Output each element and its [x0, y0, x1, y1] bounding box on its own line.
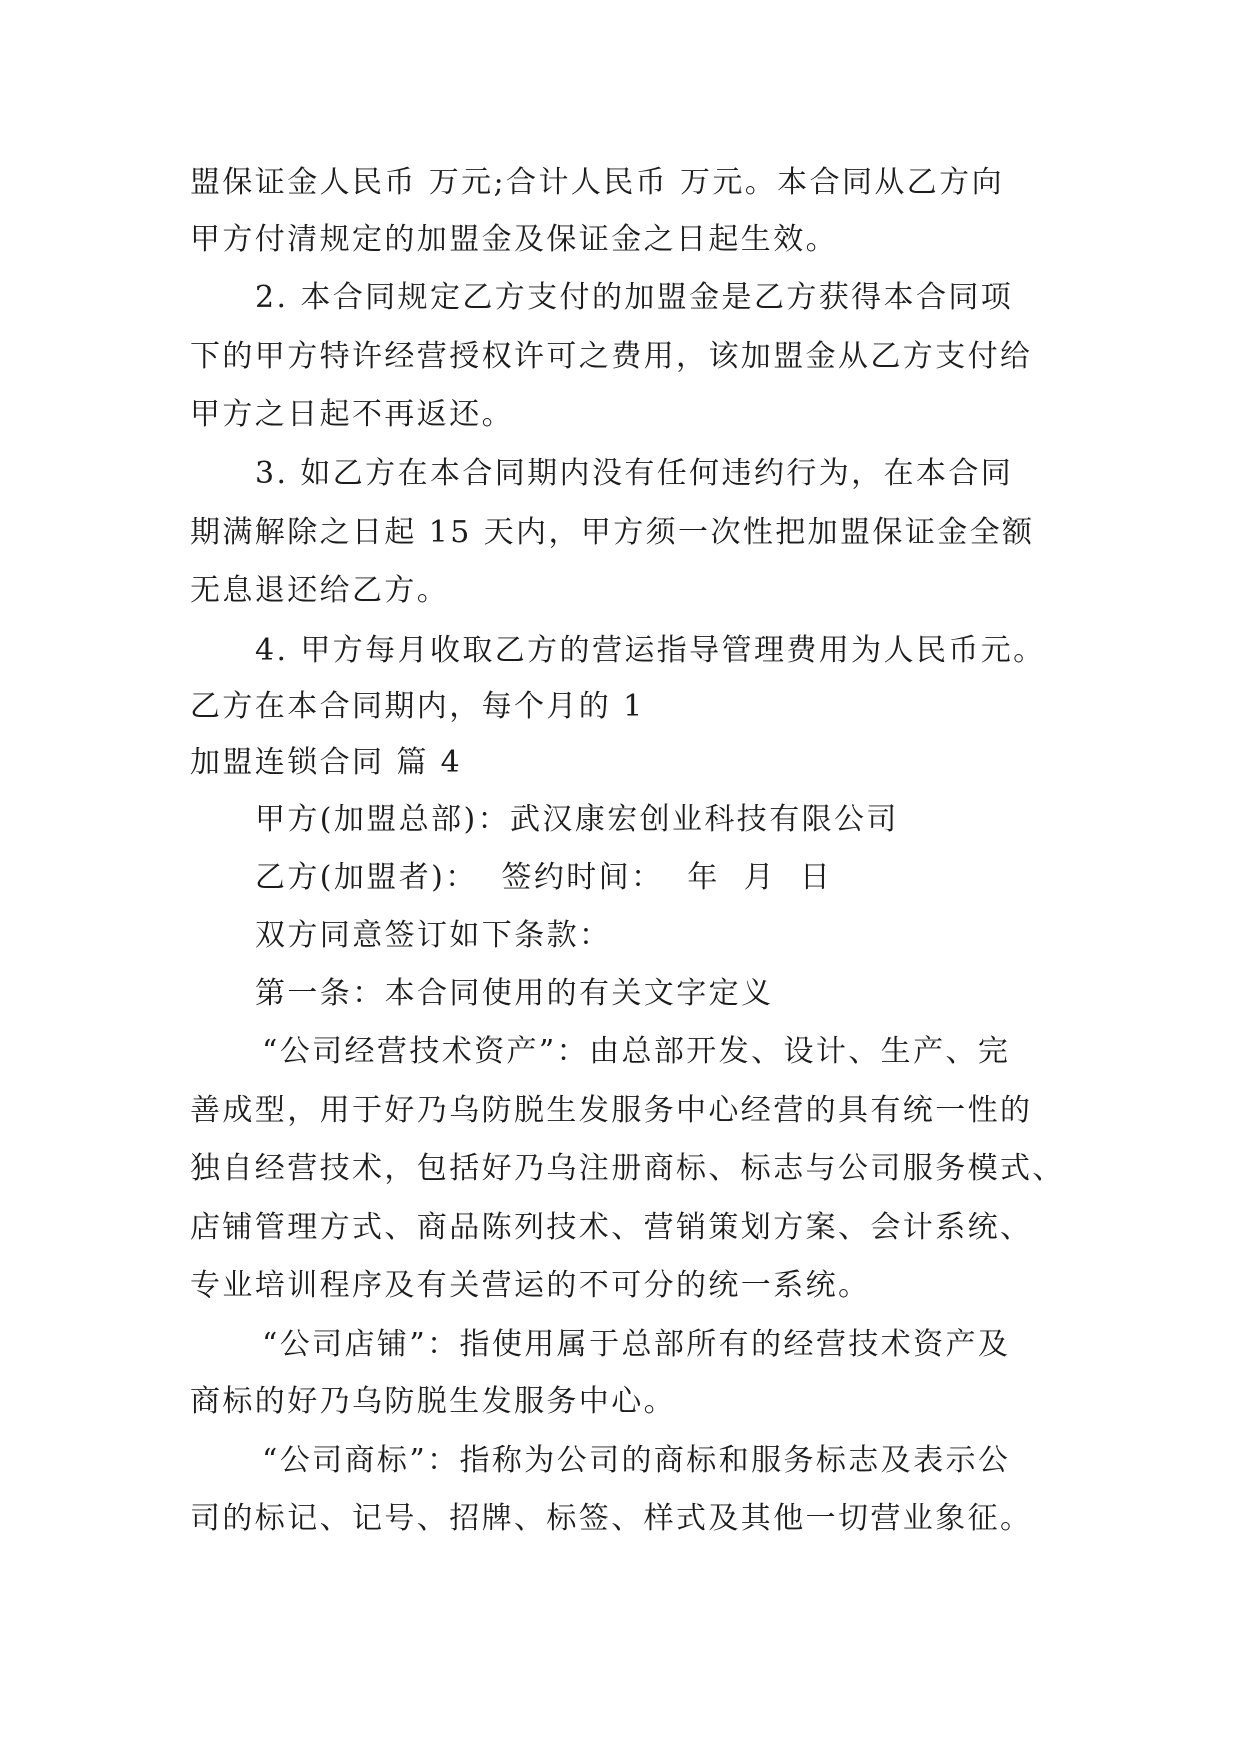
text-line: 司的标记、记号、招牌、标签、样式及其他一切营业象征。	[190, 1501, 1033, 1536]
text-line: 期满解除之日起 15 天内，甲方须一次性把加盟保证金全额	[190, 515, 1035, 550]
text-line: 下的甲方特许经营授权许可之费用，该加盟金从乙方支付给	[190, 339, 1033, 374]
text-line: 店铺管理方式、商品陈列技术、营销策划方案、会计系统、	[190, 1210, 1033, 1245]
text-line: 专业培训程序及有关营运的不可分的统一系统。	[190, 1268, 871, 1303]
text-line: “公司经营技术资产”：由总部开发、设计、生产、完	[262, 1034, 1011, 1069]
text-line: 3. 如乙方在本合同期内没有任何违约行为，在本合同	[255, 456, 1014, 491]
text-line: 独自经营技术，包括好乃乌注册商标、标志与公司服务模式、	[190, 1151, 1065, 1186]
text-line: “公司商标”：指称为公司的商标和服务标志及表示公	[262, 1443, 1011, 1478]
text-line: 双方同意签订如下条款：	[255, 918, 612, 953]
text-line: 4. 甲方每月收取乙方的营运指导管理费用为人民币元。	[255, 633, 1046, 668]
text-line: 无息退还给乙方。	[190, 573, 450, 608]
text-line: 甲方(加盟总部)：武汉康宏创业科技有限公司	[255, 802, 899, 837]
text-line: 商标的好乃乌防脱生发服务中心。	[190, 1384, 676, 1419]
text-line: 甲方付清规定的加盟金及保证金之日起生效。	[190, 222, 838, 257]
text-line: “公司店铺”：指使用属于总部所有的经营技术资产及	[262, 1327, 1011, 1362]
text-line: 善成型，用于好乃乌防脱生发服务中心经营的具有统一性的	[190, 1093, 1033, 1128]
text-line: 乙方在本合同期内，每个月的 1	[190, 689, 645, 724]
text-line: 第一条：本合同使用的有关文字定义	[255, 976, 774, 1011]
text-line: 甲方之日起不再返还。	[190, 397, 514, 432]
section-heading: 加盟连锁合同 篇 4	[190, 745, 463, 780]
text-line: 乙方(加盟者)： 签约时间： 年 月 日	[255, 860, 833, 895]
text-line: 2. 本合同规定乙方支付的加盟金是乙方获得本合同项	[255, 280, 1014, 315]
text-line: 盟保证金人民币 万元;合计人民币 万元。本合同从乙方向	[190, 165, 1004, 200]
